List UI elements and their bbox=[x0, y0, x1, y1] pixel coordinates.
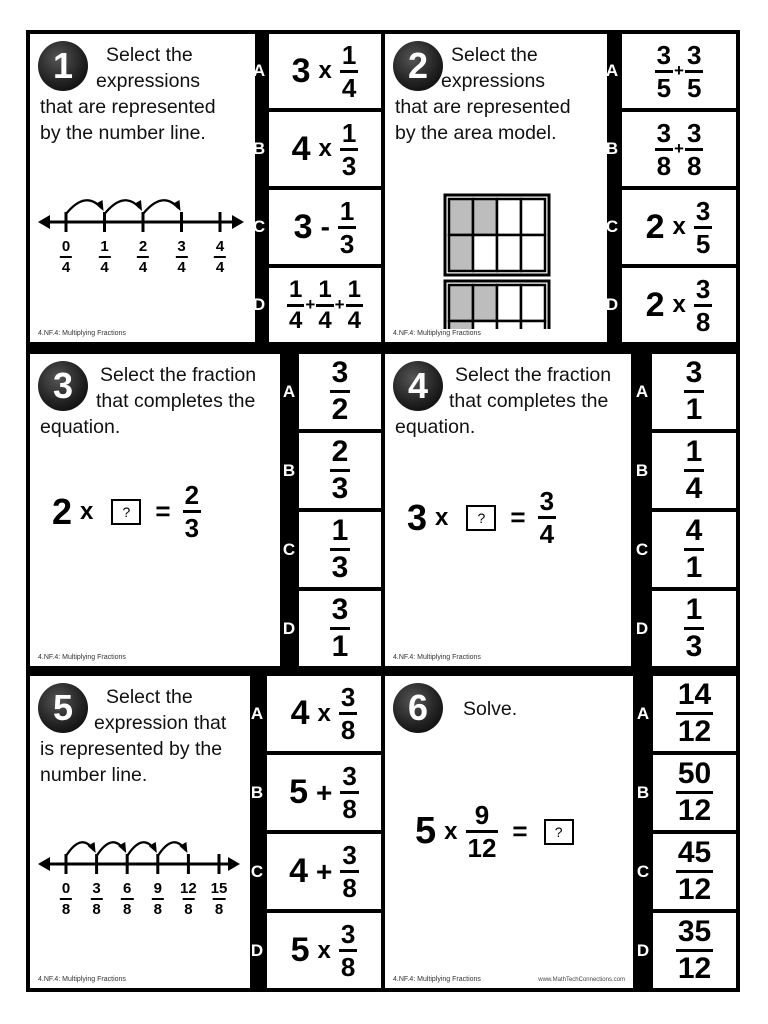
area-cell bbox=[473, 321, 497, 329]
area-cell bbox=[497, 235, 521, 271]
answer-column bbox=[282, 354, 381, 666]
answer-expression bbox=[330, 437, 351, 504]
answer-b[interactable] bbox=[635, 433, 736, 508]
fraction: $\frac{14}{12}$ bbox=[677, 678, 712, 748]
answer-expression: 2 x $\frac{3}{8}$ bbox=[645, 273, 711, 337]
answer-column bbox=[252, 34, 381, 342]
task-card-1 bbox=[30, 34, 381, 342]
area-cell bbox=[521, 285, 545, 321]
task-card-5 bbox=[30, 676, 381, 988]
answer-letter: B bbox=[250, 782, 264, 802]
answer-expression: 4 x $\frac{3}{8}$ bbox=[290, 682, 356, 745]
card-number-badge: 6 bbox=[393, 683, 443, 733]
answer-letter: B bbox=[605, 139, 619, 158]
fraction: $\frac{3}{5}$ bbox=[686, 39, 702, 103]
standard-footer: 4.NF.4: Multiplying Fractions bbox=[393, 654, 481, 661]
answer-expression bbox=[676, 917, 713, 984]
answer-letter: D bbox=[605, 295, 619, 314]
answer-a[interactable] bbox=[605, 34, 736, 108]
answer-b[interactable] bbox=[250, 755, 381, 830]
answer-a[interactable] bbox=[635, 354, 736, 429]
answer-expression bbox=[684, 595, 705, 662]
answer-a[interactable] bbox=[252, 34, 381, 108]
area-cell bbox=[521, 321, 545, 329]
answer-expression: 4 + $\frac{3}{8}$ bbox=[289, 840, 357, 903]
answer-expression bbox=[676, 838, 713, 905]
area-cell-shaded bbox=[449, 235, 473, 271]
website-credit: www.MathTechConnections.com bbox=[538, 977, 625, 983]
area-cell-shaded bbox=[473, 199, 497, 235]
answer-letter: B bbox=[635, 460, 649, 480]
answer-expression: 2 x $\frac{3}{5}$ bbox=[645, 195, 711, 259]
solve-equation: 5 x $\frac{9}{12}$ = ? bbox=[415, 802, 584, 861]
card-number-badge: 1 bbox=[38, 41, 88, 91]
answer-letter: A bbox=[282, 381, 296, 401]
answer-expression bbox=[684, 516, 705, 583]
fraction: $\frac{2}{3}$ bbox=[331, 435, 349, 505]
standard-footer: 4.NF.4: Multiplying Fractions bbox=[38, 976, 126, 983]
card-question-area bbox=[30, 354, 280, 666]
number-line-label: $\frac{0}{4}$ bbox=[61, 238, 71, 276]
answer-expression bbox=[330, 595, 351, 662]
fraction: $\frac{1}{4}$ bbox=[341, 39, 357, 103]
answer-expression: 3 - $\frac{1}{3}$ bbox=[293, 195, 355, 259]
card-number-badge: 3 bbox=[38, 361, 88, 411]
number-line-label: $\frac{4}{4}$ bbox=[215, 238, 225, 276]
missing-value-box: ? bbox=[111, 499, 141, 525]
answer-letter: D bbox=[252, 295, 266, 314]
question-prompt: Select the fraction that completes the equation. bbox=[40, 364, 257, 438]
fraction: $\frac{3}{4}$ bbox=[539, 486, 555, 549]
question-prompt: Solve. bbox=[463, 698, 518, 720]
jump-arrow bbox=[127, 842, 155, 856]
number-line-label: $\frac{3}{8}$ bbox=[92, 880, 101, 918]
jump-arrow bbox=[66, 842, 94, 856]
answer-column bbox=[250, 676, 381, 988]
answer-letter: B bbox=[636, 782, 650, 802]
jump-arrow bbox=[66, 200, 102, 214]
task-card-3 bbox=[30, 354, 381, 666]
jump-arrow-head bbox=[173, 200, 181, 211]
number-line-label: $\frac{2}{4}$ bbox=[138, 238, 148, 276]
answer-letter: C bbox=[605, 217, 619, 236]
answer-letter: C bbox=[282, 539, 296, 559]
number-line-label: $\frac{15}{8}$ bbox=[210, 880, 228, 918]
question-prompt: Select the fraction that completes the equation. bbox=[395, 364, 612, 438]
answer-d[interactable] bbox=[282, 591, 381, 666]
task-card-6 bbox=[385, 676, 736, 988]
answer-a[interactable] bbox=[282, 354, 381, 429]
answer-column bbox=[636, 676, 736, 988]
equation: 2 x ? = $\frac{2}{3}$ bbox=[52, 480, 200, 543]
card-number-badge: 4 bbox=[393, 361, 443, 411]
answer-d[interactable] bbox=[250, 913, 381, 988]
answer-expression: $\frac{3}{5}$ + $\frac{3}{5}$ bbox=[656, 39, 702, 103]
fraction: $\frac{2}{3}$ bbox=[184, 480, 200, 543]
answer-expression bbox=[684, 437, 705, 504]
fraction: $\frac{4}{1}$ bbox=[685, 514, 703, 584]
fraction: $\frac{3}{8}$ bbox=[342, 840, 357, 903]
area-cell-shaded bbox=[473, 285, 497, 321]
answer-expression: 3 x $\frac{1}{4}$ bbox=[291, 39, 357, 103]
jump-arrow bbox=[97, 842, 125, 856]
card-question-area bbox=[30, 34, 255, 342]
answer-letter: D bbox=[282, 618, 296, 638]
fraction: $\frac{1}{4}$ bbox=[347, 275, 361, 334]
answer-expression bbox=[676, 759, 713, 826]
answer-expression bbox=[684, 358, 705, 425]
fraction: $\frac{3}{8}$ bbox=[695, 273, 711, 337]
answer-letter: C bbox=[252, 217, 266, 236]
area-model-grid bbox=[445, 195, 549, 275]
number-line-label: $\frac{3}{4}$ bbox=[177, 238, 186, 276]
area-model bbox=[385, 159, 607, 329]
equation: 3 x ? = $\frac{3}{4}$ bbox=[407, 486, 555, 549]
answer-letter: D bbox=[250, 940, 264, 960]
standard-footer: 4.NF.4: Multiplying Fractions bbox=[38, 330, 126, 337]
fraction: $\frac{1}{4}$ bbox=[685, 435, 703, 505]
fraction: $\frac{3}{2}$ bbox=[331, 356, 349, 426]
number-line-label: $\frac{1}{4}$ bbox=[100, 238, 109, 276]
fraction: $\frac{3}{1}$ bbox=[685, 356, 703, 426]
answer-letter: C bbox=[636, 861, 650, 881]
answer-letter: A bbox=[250, 703, 264, 723]
answer-letter: A bbox=[605, 61, 619, 80]
answer-b[interactable] bbox=[605, 112, 736, 186]
answer-c[interactable] bbox=[252, 190, 381, 264]
task-card-2 bbox=[385, 34, 736, 342]
answer-letter: D bbox=[636, 940, 650, 960]
card-number-badge: 2 bbox=[393, 41, 443, 91]
fraction: $\frac{3}{8}$ bbox=[686, 117, 702, 181]
fraction: $\frac{3}{8}$ bbox=[342, 761, 357, 824]
answer-letter: A bbox=[636, 703, 650, 723]
fraction: $\frac{35}{12}$ bbox=[677, 915, 712, 985]
answer-expression: 5 + $\frac{3}{8}$ bbox=[289, 761, 357, 824]
jump-arrow bbox=[158, 842, 186, 856]
card-question-area bbox=[385, 676, 633, 988]
question-prompt: Select the expressions that are represented by the number line. bbox=[40, 44, 216, 144]
jump-arrow bbox=[143, 200, 179, 214]
answer-b[interactable] bbox=[636, 755, 736, 830]
answer-column bbox=[635, 354, 736, 666]
task-card-sheet bbox=[26, 30, 740, 992]
fraction: $\frac{1}{4}$ bbox=[318, 275, 332, 334]
fraction: $\frac{1}{3}$ bbox=[331, 514, 349, 584]
answer-letter: B bbox=[252, 139, 266, 158]
number-line-labels bbox=[30, 239, 255, 289]
answer-a[interactable] bbox=[250, 676, 381, 751]
area-cell-shaded bbox=[449, 199, 473, 235]
area-cell bbox=[497, 321, 521, 329]
standard-footer: 4.NF.4: Multiplying Fractions bbox=[393, 330, 481, 337]
answer-c[interactable] bbox=[282, 512, 381, 587]
area-cell bbox=[521, 235, 545, 271]
answer-letter: A bbox=[635, 381, 649, 401]
area-model-grid bbox=[445, 281, 549, 329]
answer-c[interactable] bbox=[636, 834, 736, 909]
jump-arrow-head bbox=[96, 200, 104, 211]
answer-expression: 5 x $\frac{3}{8}$ bbox=[290, 919, 356, 982]
answer-expression bbox=[330, 358, 351, 425]
number-line-label: $\frac{6}{8}$ bbox=[123, 880, 132, 918]
area-cell bbox=[497, 285, 521, 321]
task-card-4 bbox=[385, 354, 736, 666]
answer-letter: C bbox=[635, 539, 649, 559]
fraction: $\frac{1}{3}$ bbox=[685, 593, 703, 663]
card-question-area bbox=[385, 34, 607, 342]
card-question-area bbox=[30, 676, 250, 988]
fraction: $\frac{3}{1}$ bbox=[331, 593, 349, 663]
answer-expression bbox=[676, 680, 713, 747]
answer-b[interactable] bbox=[252, 112, 381, 186]
area-cell bbox=[497, 199, 521, 235]
standard-footer: 4.NF.4: Multiplying Fractions bbox=[393, 976, 481, 983]
answer-expression: 4 x $\frac{1}{3}$ bbox=[291, 117, 357, 181]
number-line-label: $\frac{0}{8}$ bbox=[61, 880, 71, 918]
fraction: $\frac{1}{3}$ bbox=[341, 117, 357, 181]
fraction: $\frac{45}{12}$ bbox=[677, 836, 712, 906]
fraction: $\frac{3}{8}$ bbox=[340, 919, 356, 982]
missing-value-box: ? bbox=[544, 819, 574, 845]
answer-d[interactable] bbox=[252, 268, 381, 342]
question-prompt: Select the expressions that are represented by the area model. bbox=[395, 44, 571, 144]
jump-arrow bbox=[105, 200, 141, 214]
answer-d[interactable] bbox=[636, 913, 736, 988]
fraction: $\frac{3}{5}$ bbox=[656, 39, 672, 103]
answer-c[interactable] bbox=[635, 512, 736, 587]
answer-letter: C bbox=[250, 861, 264, 881]
missing-value-box: ? bbox=[466, 505, 496, 531]
fraction: $\frac{9}{12}$ bbox=[467, 800, 497, 863]
answer-letter: D bbox=[635, 618, 649, 638]
answer-letter: A bbox=[252, 61, 266, 80]
fraction: $\frac{3}{5}$ bbox=[695, 195, 711, 259]
answer-expression: $\frac{1}{4}$ + $\frac{1}{4}$ + $\frac{1}{4}$ bbox=[289, 275, 361, 334]
answer-c[interactable] bbox=[250, 834, 381, 909]
answer-b[interactable] bbox=[282, 433, 381, 508]
jump-arrow-head bbox=[134, 200, 142, 211]
area-cell-shaded bbox=[449, 285, 473, 321]
fraction: $\frac{50}{12}$ bbox=[677, 757, 712, 827]
answer-d[interactable] bbox=[605, 268, 736, 342]
fraction: $\frac{1}{4}$ bbox=[289, 275, 303, 334]
card-question-area bbox=[385, 354, 631, 666]
standard-footer: 4.NF.4: Multiplying Fractions bbox=[38, 654, 126, 661]
fraction: $\frac{3}{8}$ bbox=[340, 682, 356, 745]
answer-c[interactable] bbox=[605, 190, 736, 264]
number-line-labels bbox=[30, 881, 250, 931]
answer-expression bbox=[330, 516, 351, 583]
answer-d[interactable] bbox=[635, 591, 736, 666]
area-cell-shaded bbox=[449, 321, 473, 329]
fraction: $\frac{3}{8}$ bbox=[656, 117, 672, 181]
area-cell bbox=[521, 199, 545, 235]
answer-column bbox=[605, 34, 736, 342]
number-line-label: $\frac{9}{8}$ bbox=[153, 880, 162, 918]
number-line-label: $\frac{12}{8}$ bbox=[180, 880, 197, 918]
question-prompt: Select the expression that is represented by the number line. bbox=[40, 686, 227, 786]
area-cell bbox=[473, 235, 497, 271]
fraction: $\frac{1}{3}$ bbox=[339, 195, 355, 259]
card-number-badge: 5 bbox=[38, 683, 88, 733]
answer-letter: B bbox=[282, 460, 296, 480]
answer-expression: $\frac{3}{8}$ + $\frac{3}{8}$ bbox=[656, 117, 702, 181]
answer-a[interactable] bbox=[636, 676, 736, 751]
